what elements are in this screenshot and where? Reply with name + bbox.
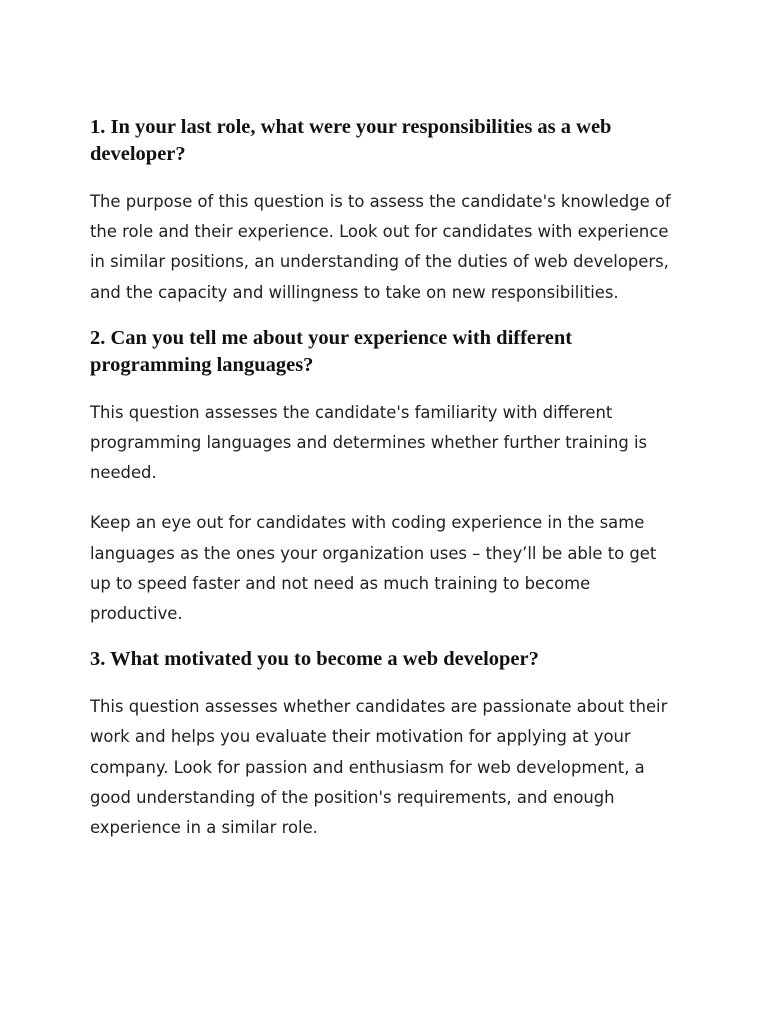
answer-paragraph: This question assesses the candidate's familiarity with different programming languages and determines whether further training is needed.	[90, 402, 648, 483]
answer-paragraph: This question assesses whether candidates are passionate about their work and helps you evaluate their motivation for applying at your company. Look for passion and enthusiasm for web development, a good understanding of the position's requirements, and enough experience in a similar role.	[90, 697, 668, 838]
answer-paragraph: Keep an eye out for candidates with coding experience in the same languages as the ones your organization uses – they’ll be able to get up to speed faster and not need as much training to become productive.	[90, 513, 657, 624]
answer-paragraph: The purpose of this question is to assess the candidate's knowledge of the role and their experience. Look out for candidates with experience in similar positions, an understanding of the duties of web developers, and the capacity and willingness to take on new responsibilities.	[90, 192, 671, 302]
question-section-1	[90, 114, 680, 308]
question-section-2	[90, 325, 680, 629]
question-section-3	[90, 646, 680, 843]
question-heading-1: 1. In your last role, what were your responsibilities as a web developer?	[90, 116, 612, 165]
document-body	[90, 114, 680, 860]
question-heading-3: 3. What motivated you to become a web developer?	[90, 648, 539, 671]
question-heading-2: 2. Can you tell me about your experience with different programming languages?	[90, 326, 573, 376]
